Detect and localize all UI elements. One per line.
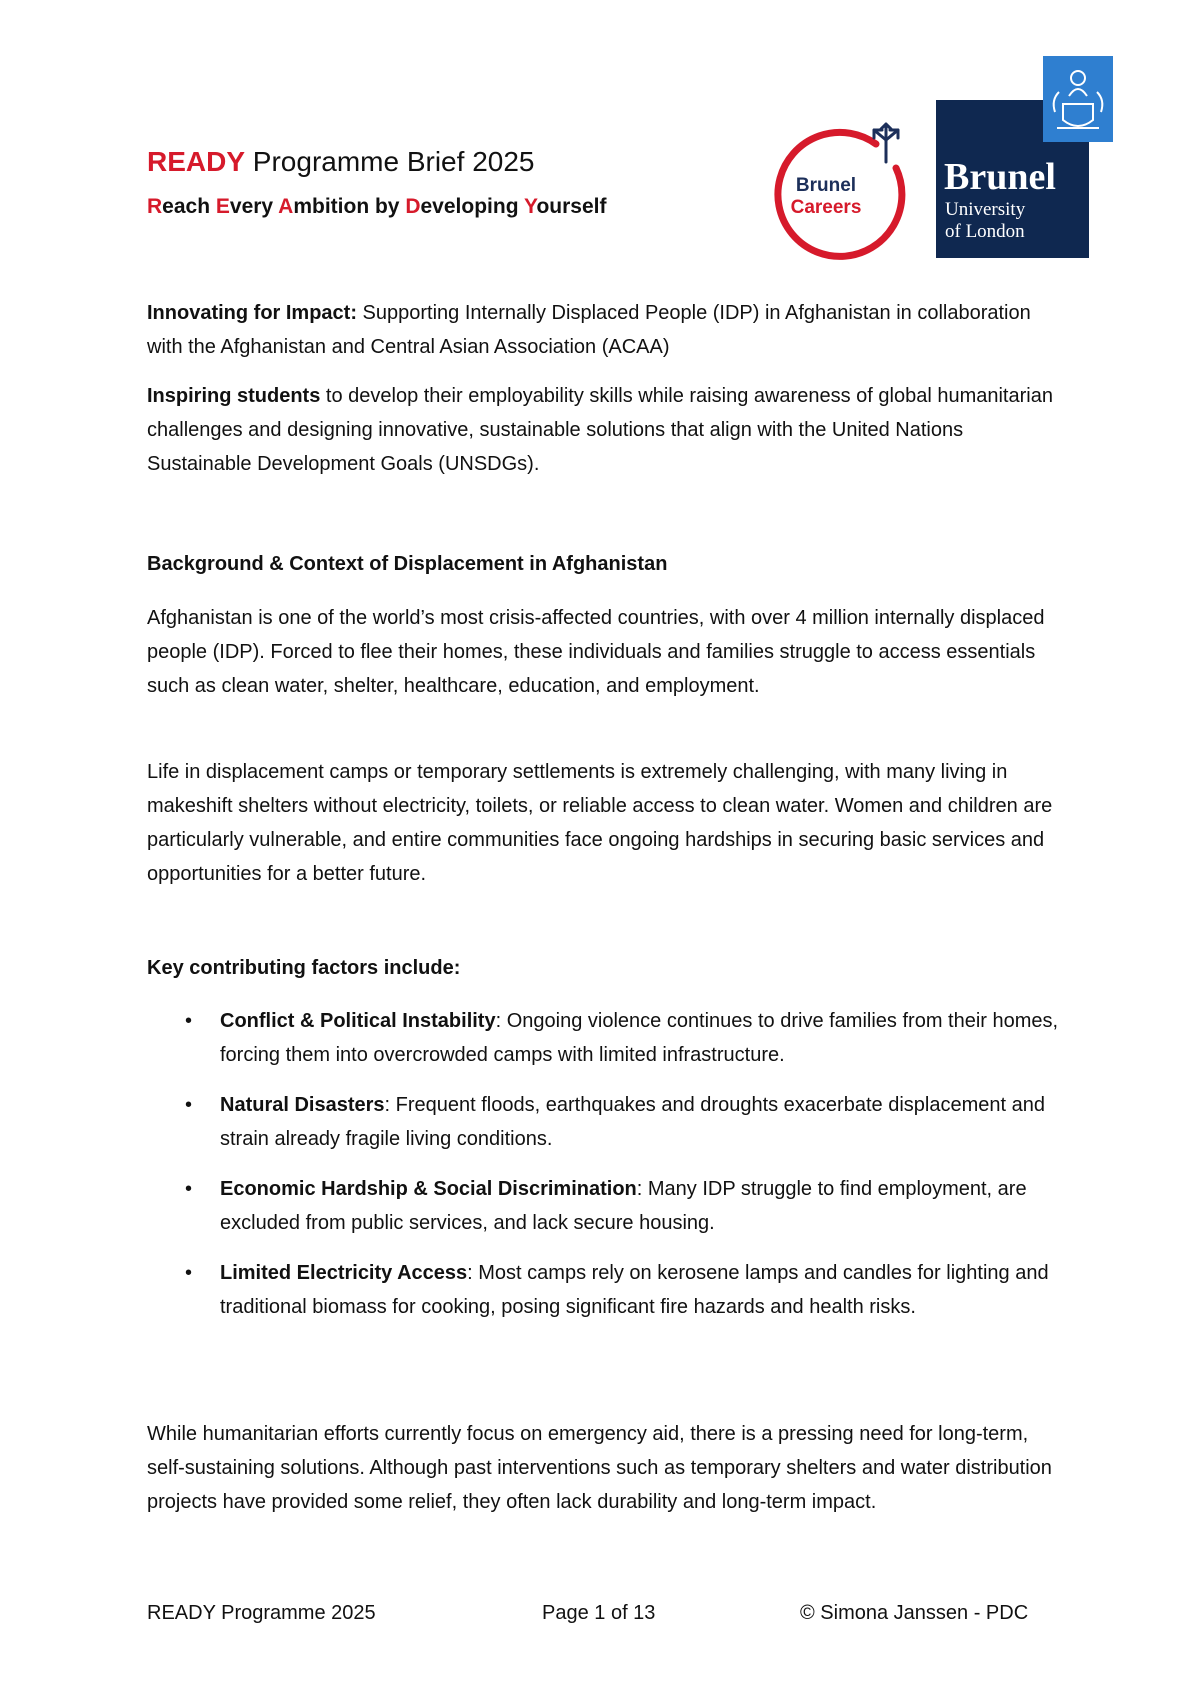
intro-paragraph-2 [147,379,1067,481]
list-item [147,1172,1067,1240]
list-item [147,1004,1067,1072]
closing-paragraph: While humanitarian efforts currently focus on emergency aid, there is a pressing need for long-term, self-sustaining solutions. Although past interventions such as temporary shelters and water distribution projects have provided some relief, they often lack durability and long-term impact. [147,1423,1052,1513]
bullet-icon: • [185,1010,193,1032]
background-heading: Background & Context of Displacement in Afghanistan [147,553,668,575]
careers-logo-line1: Brunel [795,175,857,196]
intro-p1-bold: Innovating for Impact: [147,302,357,324]
subtitle-rest-r: each [162,195,216,218]
list-item [147,1088,1067,1156]
factor-bold: Conflict & Political Instability [220,1010,496,1032]
footer-left: READY Programme 2025 [147,1602,376,1624]
bullet-icon: • [185,1178,193,1200]
document-subtitle [147,195,606,219]
intro-p1-text: Supporting Internally Displaced People (IDP) in Afghanistan in collaboration with the Afghanistan and Central Asian Association (ACAA) [147,302,1031,358]
university-crest-icon [1043,56,1113,142]
university-name: Brunel [944,156,1056,198]
intro-paragraph-1 [147,296,1067,364]
factor-bold: Natural Disasters [220,1094,385,1116]
factor-text: : Many IDP struggle to find employment, are excluded from public services, and lack secure housing. [220,1178,1027,1234]
subtitle-rest-a: mbition by [293,195,406,218]
title-accent: READY [147,146,246,177]
intro-p2-text: to develop their employability skills while raising awareness of global humanitarian challenges and designing innovative, sustainable solutions that align with the United Nations Sustainable Development Goals (UNSDGs). [147,385,1053,475]
factors-heading: Key contributing factors include: [147,957,461,979]
factor-bold: Limited Electricity Access [220,1262,468,1284]
factors-list [147,1004,1067,1340]
intro-p2-bold: Inspiring students [147,385,321,407]
subtitle-cap-d: D [405,195,421,218]
factor-text: : Most camps rely on kerosene lamps and candles for lighting and traditional biomass for cooking, posing significant fire hazards and health risks. [220,1262,1049,1318]
factor-bold: Economic Hardship & Social Discrimination [220,1178,637,1200]
careers-logo-text [783,175,869,219]
document-title [147,146,534,178]
subtitle-cap-r: R [147,195,163,218]
university-subname-line2: of London [945,221,1025,242]
footer-copyright: © Simona Janssen - PDC [800,1602,1029,1624]
subtitle-cap-a: A [278,195,294,218]
careers-logo-line2: Careers [790,197,862,218]
subtitle-rest-d: eveloping [420,195,524,218]
title-rest: Programme Brief 2025 [245,146,535,177]
background-paragraph-2: Life in displacement camps or temporary settlements is extremely challenging, with many living in makeshift shelters without electricity, toilets, or reliable access to clean water. Women and children are particularly vulnerable, and entire communities face ongoing hardships in securing basic services and opportunities for a better future. [147,761,1053,885]
list-item [147,1256,1067,1324]
subtitle-rest-e: very [229,195,279,218]
bullet-icon: • [185,1262,193,1284]
factor-text: : Frequent floods, earthquakes and droughts exacerbate displacement and strain already fragile living conditions. [220,1094,1045,1150]
subtitle-cap-y: Y [523,195,537,218]
footer-page-number: Page 1 of 13 [542,1602,656,1624]
subtitle-rest-y: ourself [536,195,607,218]
university-subname [945,199,1025,243]
factor-text: : Ongoing violence continues to drive families from their homes, forcing them into overcrowded camps with limited infrastructure. [220,1010,1059,1066]
bullet-icon: • [185,1094,193,1116]
background-paragraph-1: Afghanistan is one of the world’s most crisis-affected countries, with over 4 million internally displaced people (IDP). Forced to flee their homes, these individuals and families struggle to access essentials such as clean water, shelter, healthcare, education, and employment. [147,607,1045,697]
university-subname-line1: University [945,199,1026,220]
subtitle-cap-e: E [215,195,230,218]
